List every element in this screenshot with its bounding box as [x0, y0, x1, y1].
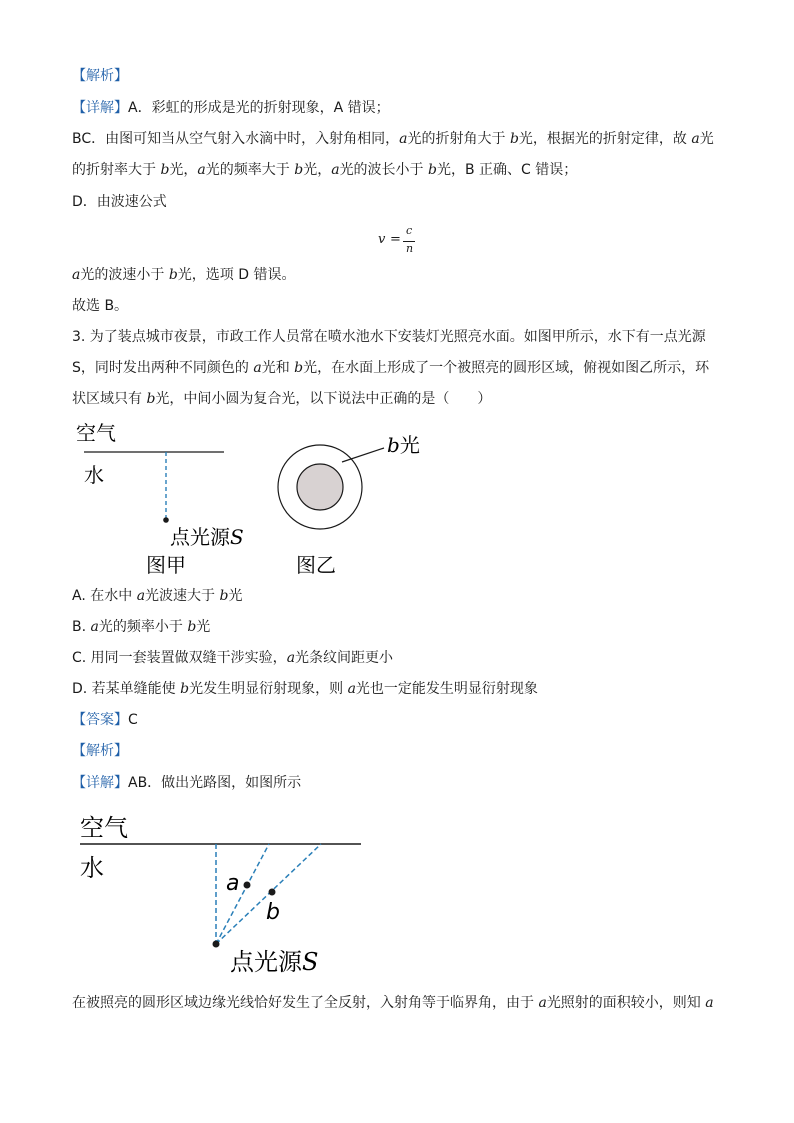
- b-light-label: b光: [387, 433, 420, 457]
- text: D. 若某单缝能使: [72, 681, 181, 697]
- b-pointer-line: [342, 448, 384, 462]
- water-label: 水: [80, 854, 104, 882]
- label-a: a: [226, 871, 240, 896]
- air-label: 空气: [76, 421, 116, 445]
- text: 光发生明显衍射现象，则: [189, 681, 348, 697]
- text: A. 在水中: [72, 588, 137, 604]
- var-a: a: [72, 267, 81, 283]
- air-label: 空气: [80, 814, 128, 842]
- text: 在被照亮的圆形区域边缘光线恰好发生了全反射，入射角等于临界角，由于: [72, 995, 539, 1011]
- var-a: a: [90, 619, 99, 635]
- detail-label: 【详解】: [72, 775, 128, 791]
- text: 光也一定能发生明显衍射现象: [355, 681, 538, 697]
- label-b: b: [266, 900, 280, 925]
- formula-eq: =: [390, 232, 401, 247]
- source-label: 点光源S: [230, 948, 319, 976]
- text: 状区域只有: [72, 391, 147, 407]
- text-line: [72, 160, 577, 180]
- text: 光，选项 D 错误。: [177, 267, 296, 283]
- text: B.: [72, 619, 91, 635]
- text-line: [72, 265, 295, 285]
- conclusion: 故选 B。: [72, 298, 129, 314]
- var-b: b: [187, 619, 197, 635]
- text: A．彩虹的形成是光的折射现象，A 错误；: [128, 100, 390, 116]
- formula-v: v: [378, 232, 386, 247]
- text-line: [72, 98, 390, 118]
- text: 光的频率小于: [98, 619, 188, 635]
- source-label: 点光源S: [170, 525, 244, 549]
- var-b: b: [168, 267, 178, 283]
- answer-value: C: [128, 712, 138, 728]
- text: 光的波速小于: [80, 267, 169, 283]
- figure-jia-yi: [0, 410, 794, 585]
- text-line: [72, 129, 714, 149]
- text: 光，中间小圆为复合光，以下说法中正确的是（ ）: [155, 391, 492, 407]
- var-a: a: [399, 131, 408, 147]
- var-b: b: [180, 681, 190, 697]
- text: 光，在水面上形成了一个被照亮的圆形区域，俯视如图乙所示，环: [303, 360, 710, 376]
- question-3-line2: [72, 358, 709, 378]
- option-a: [72, 586, 242, 606]
- var-b: b: [160, 162, 170, 178]
- text: S，同时发出两种不同颜色的: [72, 360, 254, 376]
- detail-label: 【详解】: [72, 100, 128, 116]
- text: 光: [699, 131, 714, 147]
- var-b: b: [428, 162, 437, 178]
- point-source: [163, 517, 169, 523]
- var-b: b: [509, 131, 519, 147]
- question-3-line1: 3. 为了装点城市夜景，市政工作人员常在喷水池水下安装灯光照亮水面。如图甲所示，水下有一点光源: [72, 329, 706, 345]
- text: C. 用同一套装置做双缝干涉实验，: [72, 650, 287, 666]
- text: 光的波长小于: [339, 162, 429, 178]
- var-a: a: [331, 162, 340, 178]
- water-label: 水: [84, 463, 104, 487]
- var-a: a: [347, 681, 356, 697]
- ray-a: [216, 844, 269, 944]
- inner-circle: [297, 464, 343, 510]
- var-a: a: [286, 650, 296, 666]
- var-a: a: [136, 588, 146, 604]
- text: 光，: [169, 162, 198, 178]
- var-b: b: [294, 162, 304, 178]
- var-a: a: [197, 162, 206, 178]
- text: 光，: [303, 162, 332, 178]
- var-b: b: [294, 360, 304, 376]
- option-b: [72, 617, 210, 637]
- text: 光，根据光的折射定律，故: [518, 131, 692, 147]
- last-line: [72, 993, 714, 1013]
- option-d: [72, 679, 538, 699]
- analysis-label: 【解析】: [72, 68, 128, 84]
- point-b: [269, 889, 276, 896]
- var-b: b: [146, 391, 156, 407]
- text: 光: [228, 588, 243, 604]
- option-c: [72, 648, 393, 668]
- text: BC．由图可知当从空气射入水滴中时，入射角相同，: [72, 131, 400, 147]
- caption-jia: 图甲: [146, 553, 186, 577]
- text: 光照射的面积较小，则知: [546, 995, 706, 1011]
- var-a: a: [691, 131, 700, 147]
- var-a: a: [538, 995, 547, 1011]
- var-a: a: [253, 360, 262, 376]
- point-a: [244, 882, 251, 889]
- text: 的折射率大于: [72, 162, 161, 178]
- text: 光，B 正确、C 错误；: [436, 162, 578, 178]
- detail-line: [72, 773, 301, 793]
- caption-yi: 图乙: [296, 553, 336, 577]
- point-source: [213, 941, 220, 948]
- formula-numerator: c: [406, 224, 413, 237]
- text: 光和: [261, 360, 295, 376]
- answer-line: [72, 710, 138, 730]
- text: 光的频率大于: [205, 162, 295, 178]
- text: 光的折射角大于: [407, 131, 510, 147]
- answer-label: 【答案】: [72, 712, 128, 728]
- question-3-line3: [72, 389, 491, 409]
- var-b: b: [219, 588, 229, 604]
- text-line: D．由波速公式: [72, 194, 167, 210]
- analysis-label: 【解析】: [72, 743, 128, 759]
- text: AB．做出光路图，如图所示: [128, 775, 302, 791]
- text: 光: [196, 619, 211, 635]
- light-path-figure: [0, 800, 794, 985]
- text: 光条纹间距更小: [295, 650, 394, 666]
- formula-denominator: n: [406, 242, 414, 255]
- var-a: a: [705, 995, 714, 1011]
- text: 光波速大于: [145, 588, 220, 604]
